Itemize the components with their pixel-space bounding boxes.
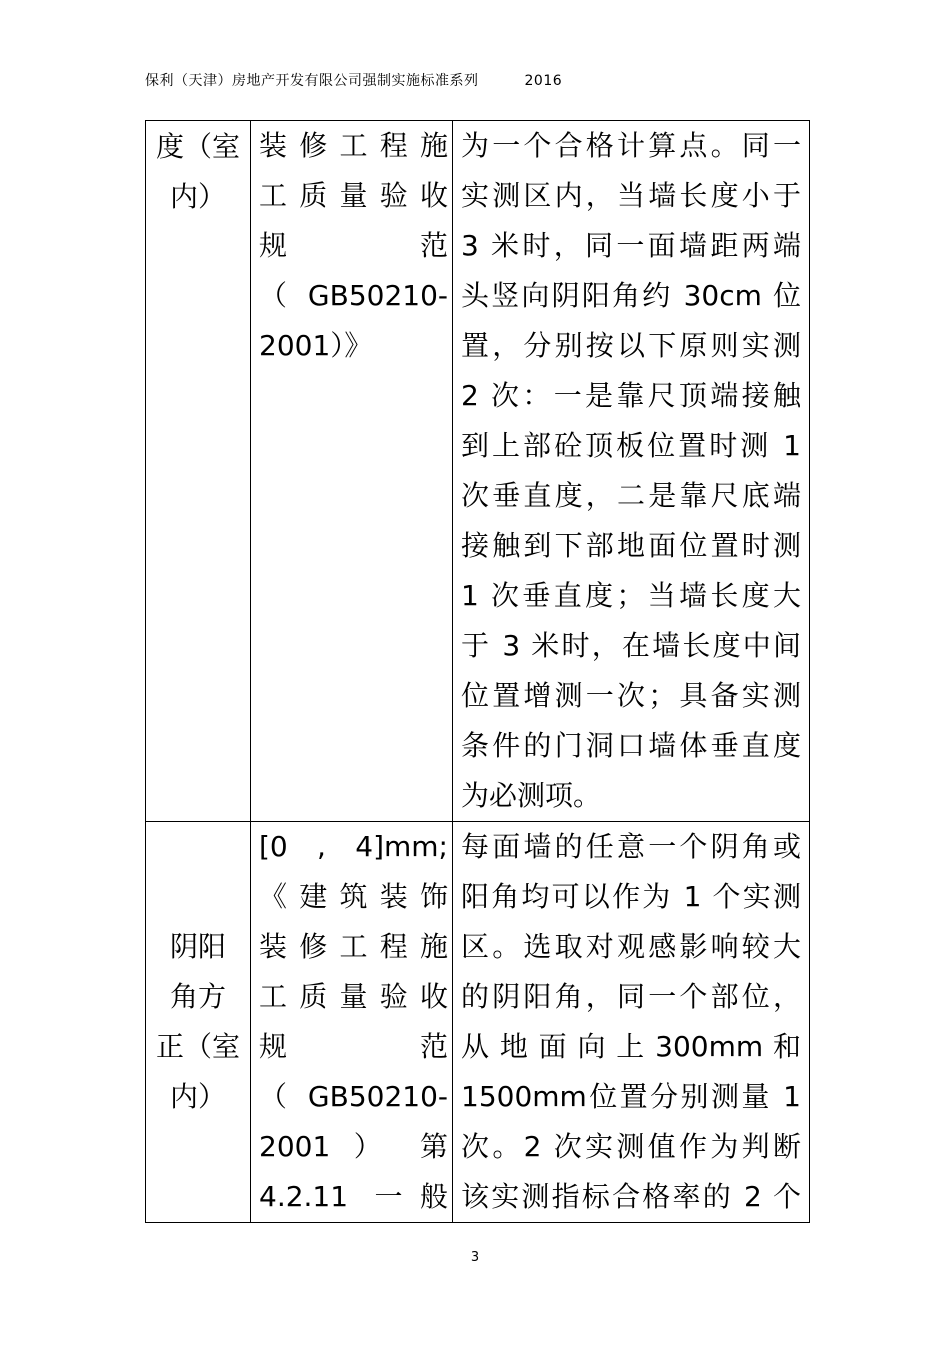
method-line: 区。选取对观感影响较大 bbox=[461, 930, 801, 963]
method-line: 3 米时，同一面墙距两端 bbox=[461, 229, 801, 262]
standard-line: 2001 ） 第 bbox=[259, 1130, 448, 1163]
item-line: 度（室 bbox=[155, 130, 240, 163]
method-line: 从 地 面 向 上 300mm 和 bbox=[461, 1030, 801, 1063]
method-line: 的阴阳角，同一个部位， bbox=[461, 980, 801, 1013]
item-cell bbox=[146, 822, 251, 1223]
method-line: 于 3 米时，在墙长度中间 bbox=[461, 629, 801, 662]
standard-cell bbox=[251, 121, 453, 822]
method-line: 置，分别按以下原则实测 bbox=[461, 329, 801, 362]
item-line: 正（室 bbox=[155, 1030, 240, 1063]
standard-line: [0 , 4]mm; bbox=[259, 830, 448, 863]
method-line: 位置增测一次；具备实测 bbox=[461, 679, 801, 712]
standard-line: （GB50210- bbox=[259, 1080, 448, 1113]
method-line: 该实测指标合格率的 2 个 bbox=[461, 1180, 801, 1213]
item-line: 内） bbox=[169, 180, 226, 213]
standard-cell bbox=[251, 822, 453, 1223]
standard-line: 工质量验收 bbox=[259, 980, 448, 1013]
method-line: 条件的门洞口墙体垂直度 bbox=[461, 729, 801, 762]
page-number: 3 bbox=[470, 1250, 480, 1265]
method-line: 次垂直度，二是靠尺底端 bbox=[461, 479, 801, 512]
standard-line: 规 范 bbox=[259, 229, 448, 262]
method-line: 次。2 次实测值作为判断 bbox=[461, 1130, 801, 1163]
standard-line: 工质量验收 bbox=[259, 179, 448, 212]
header-company: 保利（天津）房地产开发有限公司强制实施标准系列 bbox=[145, 73, 479, 89]
method-line: 2 次：一是靠尺顶端接触 bbox=[461, 379, 801, 412]
header-year: 2016 bbox=[524, 73, 563, 89]
method-line: 头竖向阴阳角约 30cm 位 bbox=[461, 279, 801, 312]
standard-line: 4.2.11 一般 bbox=[259, 1180, 448, 1213]
standard-line: 2001）》 bbox=[259, 329, 373, 362]
page-header bbox=[145, 70, 562, 90]
standard-line: 规 范 bbox=[259, 1030, 448, 1063]
method-line: 接触到下部地面位置时测 bbox=[461, 529, 801, 562]
item-line: 内） bbox=[169, 1080, 226, 1113]
item-line: 角方 bbox=[169, 980, 226, 1013]
item-cell bbox=[146, 121, 251, 822]
method-line: 1 次垂直度；当墙长度大 bbox=[461, 579, 801, 612]
method-line: 1500mm位置分别测量 1 bbox=[461, 1080, 801, 1113]
method-line: 实测区内，当墙长度小于 bbox=[461, 179, 801, 212]
method-line: 阳角均可以作为 1 个实测 bbox=[461, 880, 801, 913]
item-line: 阴阳 bbox=[169, 930, 226, 963]
standard-line: 装修工程施 bbox=[259, 129, 448, 162]
method-line: 为必测项。 bbox=[461, 779, 602, 812]
standard-line: （GB50210- bbox=[259, 279, 448, 312]
method-cell bbox=[453, 822, 810, 1223]
method-line: 到上部砼顶板位置时测 1 bbox=[461, 429, 801, 462]
table-row bbox=[146, 822, 810, 1223]
standard-line: 装修工程施 bbox=[259, 930, 448, 963]
method-line: 每面墙的任意一个阴角或 bbox=[461, 830, 801, 863]
standards-table bbox=[145, 120, 810, 1223]
method-cell bbox=[453, 121, 810, 822]
table-row bbox=[146, 121, 810, 822]
method-line: 为一个合格计算点。同一 bbox=[461, 129, 801, 162]
standard-line: 《建筑装饰 bbox=[259, 880, 448, 913]
